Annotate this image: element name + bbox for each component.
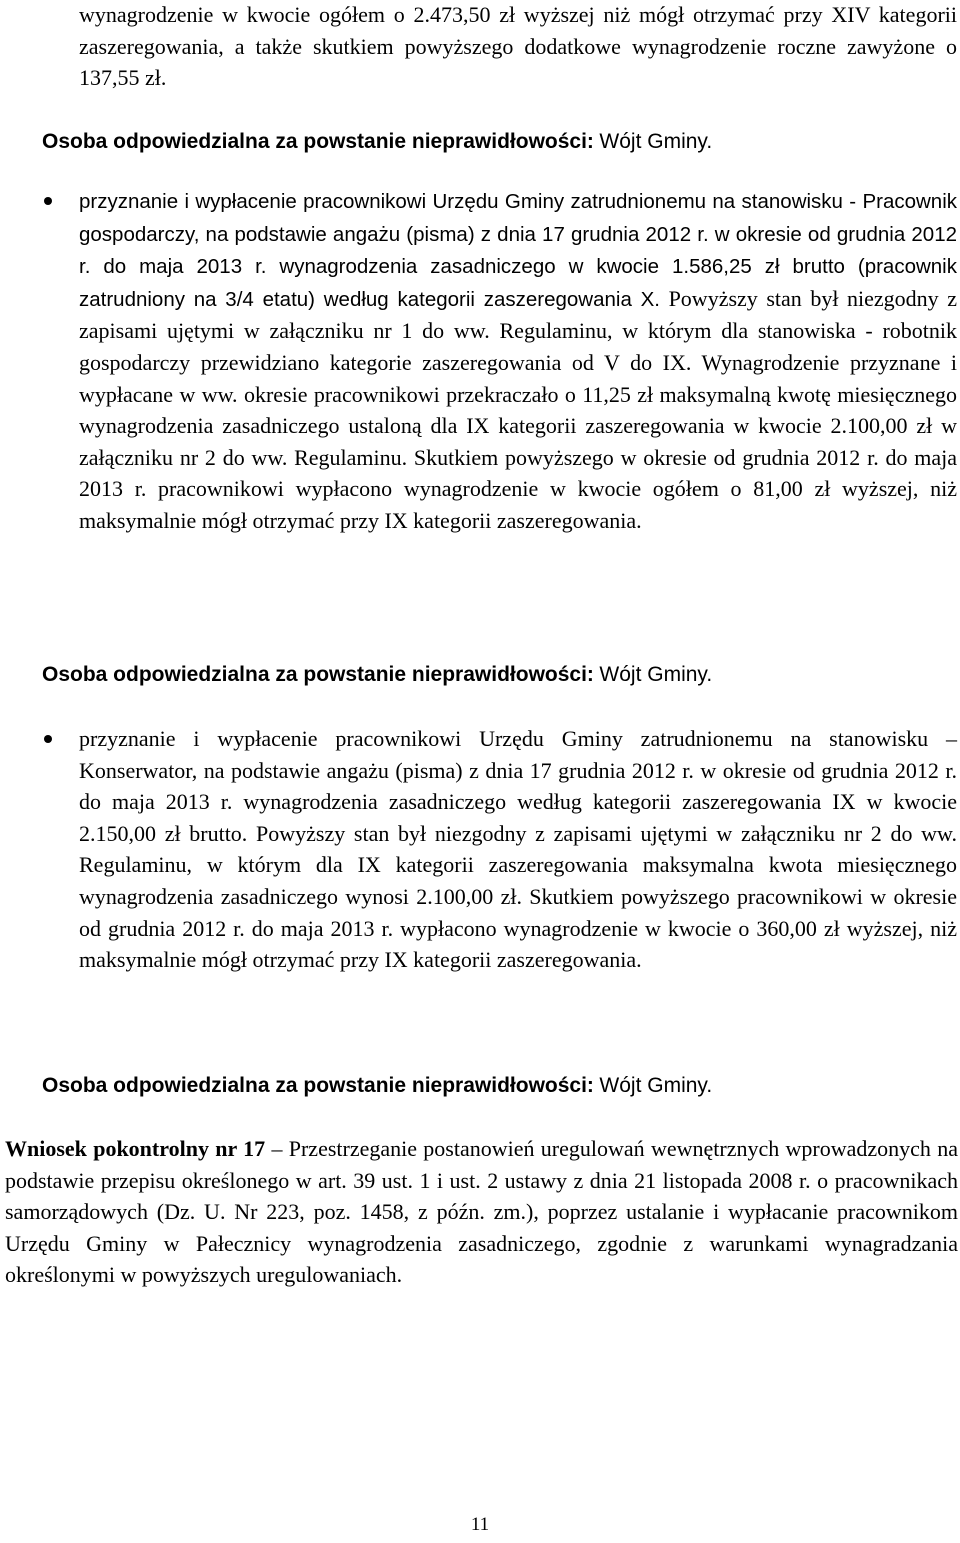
- bullet-icon: [44, 735, 52, 743]
- bullet-2-text: przyznanie i wypłacenie pracownikowi Urzędu Gminy zatrudnionemu na stanowisku – Konserwator, na podstawie angażu (pisma) z dnia 17 grudnia 2012 r. w okresie od grudnia 2012 r. do maja 2013 r. wynagrodzenia zasadniczego według kategorii zaszeregowania IX w kwocie 2.150,00 zł brutto. Powyższy stan był niezgodny z zapisami ujętymi w załączniku nr 2 do ww. Regulaminu, w którym dla IX kategorii zaszeregowania maksymalna kwota miesięcznego wynagrodzenia zasadniczego wynosi 2.100,00 zł. Skutkiem powyższego pracownikowi w okresie od grudnia 2012 r. do maja 2013 r. wypłacono wynagrodzenie w kwocie o 360,00 zł wyższej, niż maksymalnie mógł otrzymać przy IX kategorii zaszeregowania.: [79, 726, 957, 973]
- responsible-name: Wójt Gminy.: [599, 663, 713, 686]
- responsible-person-3: [42, 1069, 712, 1102]
- bullet-item-1: [79, 185, 957, 537]
- bullet-1-text-sans: przyznanie i wypłacenie pracownikowi Urzędu Gminy zatrudnionemu na stanowisku - Pracownik gospodarczy, na podstawie angażu (pisma) z dnia 17 grudnia 2012 r. w okresie od grudnia 2012 r. do maja 2013 r. wynagrodzenia zasadniczego w kwocie 1.586,25 zł brutto (pracownik zatrudniony na 3/4 etatu) według kategorii zaszeregowania X.: [79, 190, 957, 311]
- bullet-1-text-serif: Powyższy stan był niezgodny z zapisami ujętymi w załączniku nr 1 do ww. Regulaminu, w którym dla stanowiska - robotnik gospodarczy przewidziano kategorie zaszeregowania od V do IX. Wynagrodzenie przyznane i wypłacane w ww. okresie pracownikowi przekraczało o 11,25 zł maksymalną kwotę miesięcznego wynagrodzenia zasadniczego ustaloną dla IX kategorii zaszeregowania w kwocie 2.100,00 zł w załączniku nr 2 do ww. Regulaminu. Skutkiem powyższego w okresie od grudnia 2012 r. do maja 2013 r. pracownikowi wypłacono wynagrodzenie w kwocie ogółem o 81,00 zł wyższej, niż maksymalnie mógł otrzymać przy IX kategorii zaszeregowania.: [79, 285, 957, 533]
- page-number: 11: [470, 1514, 490, 1535]
- recommendation-title: Wniosek pokontrolny nr 17: [5, 1136, 266, 1161]
- responsible-name: Wójt Gminy.: [599, 1074, 713, 1097]
- bullet-icon: [44, 197, 52, 205]
- bullet-item-2: [79, 723, 957, 976]
- responsible-name: Wójt Gminy.: [599, 130, 713, 153]
- responsible-person-1: [42, 125, 712, 158]
- responsible-label: Osoba odpowiedzialna za powstanie nieprawidłowości:: [42, 130, 594, 153]
- responsible-label: Osoba odpowiedzialna za powstanie nieprawidłowości:: [42, 663, 594, 686]
- bullet-1-text: [79, 185, 957, 537]
- responsible-label: Osoba odpowiedzialna za powstanie nieprawidłowości:: [42, 1074, 594, 1097]
- responsible-person-2: [42, 658, 712, 691]
- post-inspection-recommendation: [5, 1133, 958, 1291]
- recommendation-text: – Przestrzeganie postanowień uregulowań wewnętrznych wprowadzonych na podstawie przepisu określonego w art. 39 ust. 1 i ust. 2 ustawy z dnia 21 listopada 2008 r. o pracownikach samorządowych (Dz. U. Nr 223, poz. 1458, z późn. zm.), poprzez ustalanie i wypłacanie pracownikom Urzędu Gminy w Pałecznicy wynagrodzenia zasadniczego, zgodnie z warunkami wynagradzania określonymi w powyższych uregulowaniach.: [5, 1136, 958, 1288]
- paragraph-top: wynagrodzenie w kwocie ogółem o 2.473,50 zł wyższej niż mógł otrzymać przy XIV kategorii zaszeregowania, a także skutkiem powyższego dodatkowe wynagrodzenie roczne zawyżone o 137,55 zł.: [79, 2, 957, 91]
